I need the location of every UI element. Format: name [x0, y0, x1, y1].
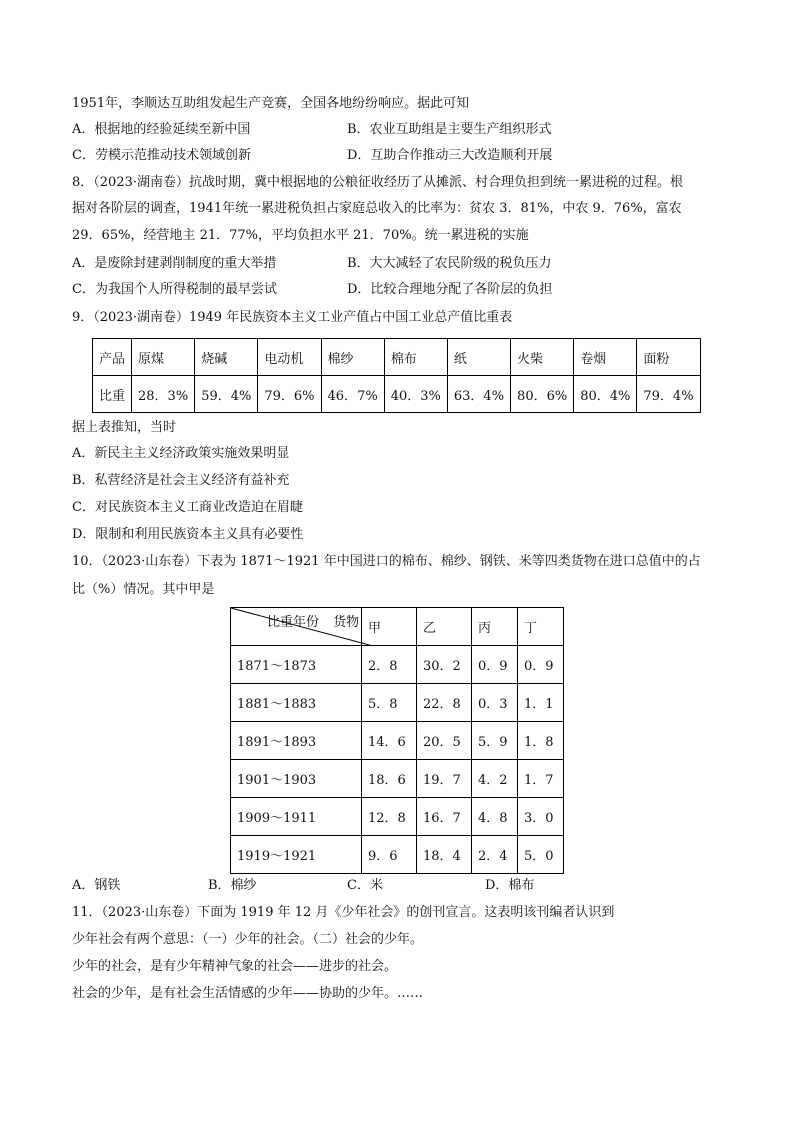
table-cell: 14．6	[362, 722, 417, 760]
table-header: 丙	[471, 608, 517, 646]
q9-header-product: 产品	[93, 339, 132, 376]
q11-quote-1: 少年社会有两个意思：（一）少年的社会。（二）社会的少年。	[72, 932, 424, 947]
table-cell: 79．6%	[258, 376, 321, 413]
table-cell: 纸	[447, 339, 510, 376]
q7-option-c: C．劳模示范推动技术领域创新	[72, 148, 251, 163]
q7-option-b: B．农业互助组是主要生产组织形式	[347, 122, 552, 137]
table-cell: 0．3	[471, 684, 517, 722]
q8-stem-line2: 据对各阶层的调查，1941年统一累进税负担占家庭总收入的比率为：贫农 3．81%，中农 9．76%，富农	[72, 201, 682, 216]
table-cell: 5．8	[362, 684, 417, 722]
q8-option-a: A．是废除封建剥削制度的重大举措	[72, 256, 277, 271]
table-cell: 28．3%	[132, 376, 195, 413]
q9-option-a: A．新民主主义经济政策实施效果明显	[72, 446, 290, 461]
q8-stem-line3: 29．65%，经营地主 21．77%，平均负担水平 21．70%。统一累进税的实施	[72, 228, 529, 243]
table-cell: 4．2	[471, 760, 517, 798]
table-cell: 18．6	[362, 760, 417, 798]
table-header: 乙	[416, 608, 471, 646]
q11-stem: 11．（2023·山东卷）下面为 1919 年 12 月《少年社会》的创刊宣言。这表明该刊编者认识到	[72, 905, 615, 920]
table-cell: 1．8	[517, 722, 563, 760]
table-cell: 0．9	[471, 646, 517, 684]
table-row	[231, 646, 564, 684]
table-cell: 5．0	[517, 836, 563, 874]
q8-option-b: B．大大减轻了农民阶级的税负压力	[347, 256, 552, 271]
table-cell: 63．4%	[447, 376, 510, 413]
q10-stem-line2: 比（%）情况。其中甲是	[72, 582, 215, 597]
q10-year: 1919～1921	[231, 836, 362, 874]
q9-header-share: 比重	[93, 376, 132, 413]
q10-table	[230, 607, 564, 874]
q10-year: 1891～1893	[231, 722, 362, 760]
q10-option-b: B．棉纱	[208, 878, 257, 893]
table-cell: 1．1	[517, 684, 563, 722]
q11-quote-3: 社会的少年，是有社会生活情感的少年——协助的少年。……	[72, 986, 424, 1001]
table-row	[231, 836, 564, 874]
q11-quote-2: 少年的社会，是有少年精神气象的社会——进步的社会。	[72, 959, 398, 974]
table-cell: 2．8	[362, 646, 417, 684]
table-cell: 80．4%	[574, 376, 637, 413]
table-cell: 19．7	[416, 760, 471, 798]
table-header: 甲	[362, 608, 417, 646]
table-cell: 2．4	[471, 836, 517, 874]
table-row	[231, 760, 564, 798]
table-cell: 18．4	[416, 836, 471, 874]
q10-stem-line1: 10．（2023·山东卷）下表为 1871～1921 年中国进口的棉布、棉纱、钢铁、米等四类货物在进口总值中的占	[72, 554, 701, 569]
table-cell: 4．8	[471, 798, 517, 836]
q10-year: 1901～1903	[231, 760, 362, 798]
table-row	[231, 684, 564, 722]
table-header: 丁	[517, 608, 563, 646]
q10-year: 1871～1873	[231, 646, 362, 684]
q7-option-d: D．互助合作推动三大改造顺利开展	[347, 148, 553, 163]
table-row	[93, 376, 701, 413]
table-cell: 12．8	[362, 798, 417, 836]
q9-lead: 据上表推知，当时	[72, 420, 177, 435]
q8-option-c: C．为我国个人所得税制的最早尝试	[72, 282, 277, 297]
q8-stem-line1: 8．（2023·湖南卷）抗战时期，冀中根据地的公粮征收经历了从摊派、村合理负担到统一累进税的过程。根	[72, 175, 683, 190]
table-cell: 面粉	[637, 339, 700, 376]
q10-option-d: D．棉布	[485, 878, 535, 893]
q10-year: 1881～1883	[231, 684, 362, 722]
table-cell: 原煤	[132, 339, 195, 376]
table-cell: 80．6%	[511, 376, 574, 413]
table-cell: 79．4%	[637, 376, 700, 413]
table-cell: 0．9	[517, 646, 563, 684]
q10-corner-right: 货物	[333, 615, 360, 630]
table-cell: 3．0	[517, 798, 563, 836]
q10-year: 1909～1911	[231, 798, 362, 836]
table-cell: 电动机	[258, 339, 321, 376]
table-cell: 22．8	[416, 684, 471, 722]
q10-corner-left: 比重年份	[267, 615, 320, 630]
table-row	[93, 339, 701, 376]
table-cell: 火柴	[511, 339, 574, 376]
table-cell: 卷烟	[574, 339, 637, 376]
table-cell: 棉布	[384, 339, 447, 376]
table-cell: 40．3%	[384, 376, 447, 413]
table-cell: 5．9	[471, 722, 517, 760]
table-cell: 59．4%	[195, 376, 258, 413]
q9-stem: 9．（2023·湖南卷）1949 年民族资本主义工业产值占中国工业总产值比重表	[72, 310, 513, 325]
q9-table	[92, 338, 701, 413]
table-cell: 20．5	[416, 722, 471, 760]
q7-stem: 1951年，李顺达互助组发起生产竞赛，全国各地纷纷响应。据此可知	[72, 96, 470, 111]
table-cell: 棉纱	[321, 339, 384, 376]
table-cell: 1．7	[517, 760, 563, 798]
q9-option-d: D．限制和利用民族资本主义具有必要性	[72, 527, 304, 542]
table-row	[231, 722, 564, 760]
q9-option-b: B．私营经济是社会主义经济有益补充	[72, 473, 290, 488]
q9-option-c: C．对民族资本主义工商业改造迫在眉睫	[72, 500, 303, 515]
table-row	[231, 608, 564, 646]
q8-option-d: D．比较合理地分配了各阶层的负担	[347, 282, 553, 297]
q10-corner-header	[231, 608, 362, 646]
table-row	[231, 798, 564, 836]
q10-option-a: A．钢铁	[72, 878, 121, 893]
table-cell: 9．6	[362, 836, 417, 874]
table-cell: 烧碱	[195, 339, 258, 376]
table-cell: 16．7	[416, 798, 471, 836]
table-cell: 46．7%	[321, 376, 384, 413]
q7-option-a: A．根据地的经验延续至新中国	[72, 122, 251, 137]
table-cell: 30．2	[416, 646, 471, 684]
q10-option-c: C．米	[347, 878, 383, 893]
